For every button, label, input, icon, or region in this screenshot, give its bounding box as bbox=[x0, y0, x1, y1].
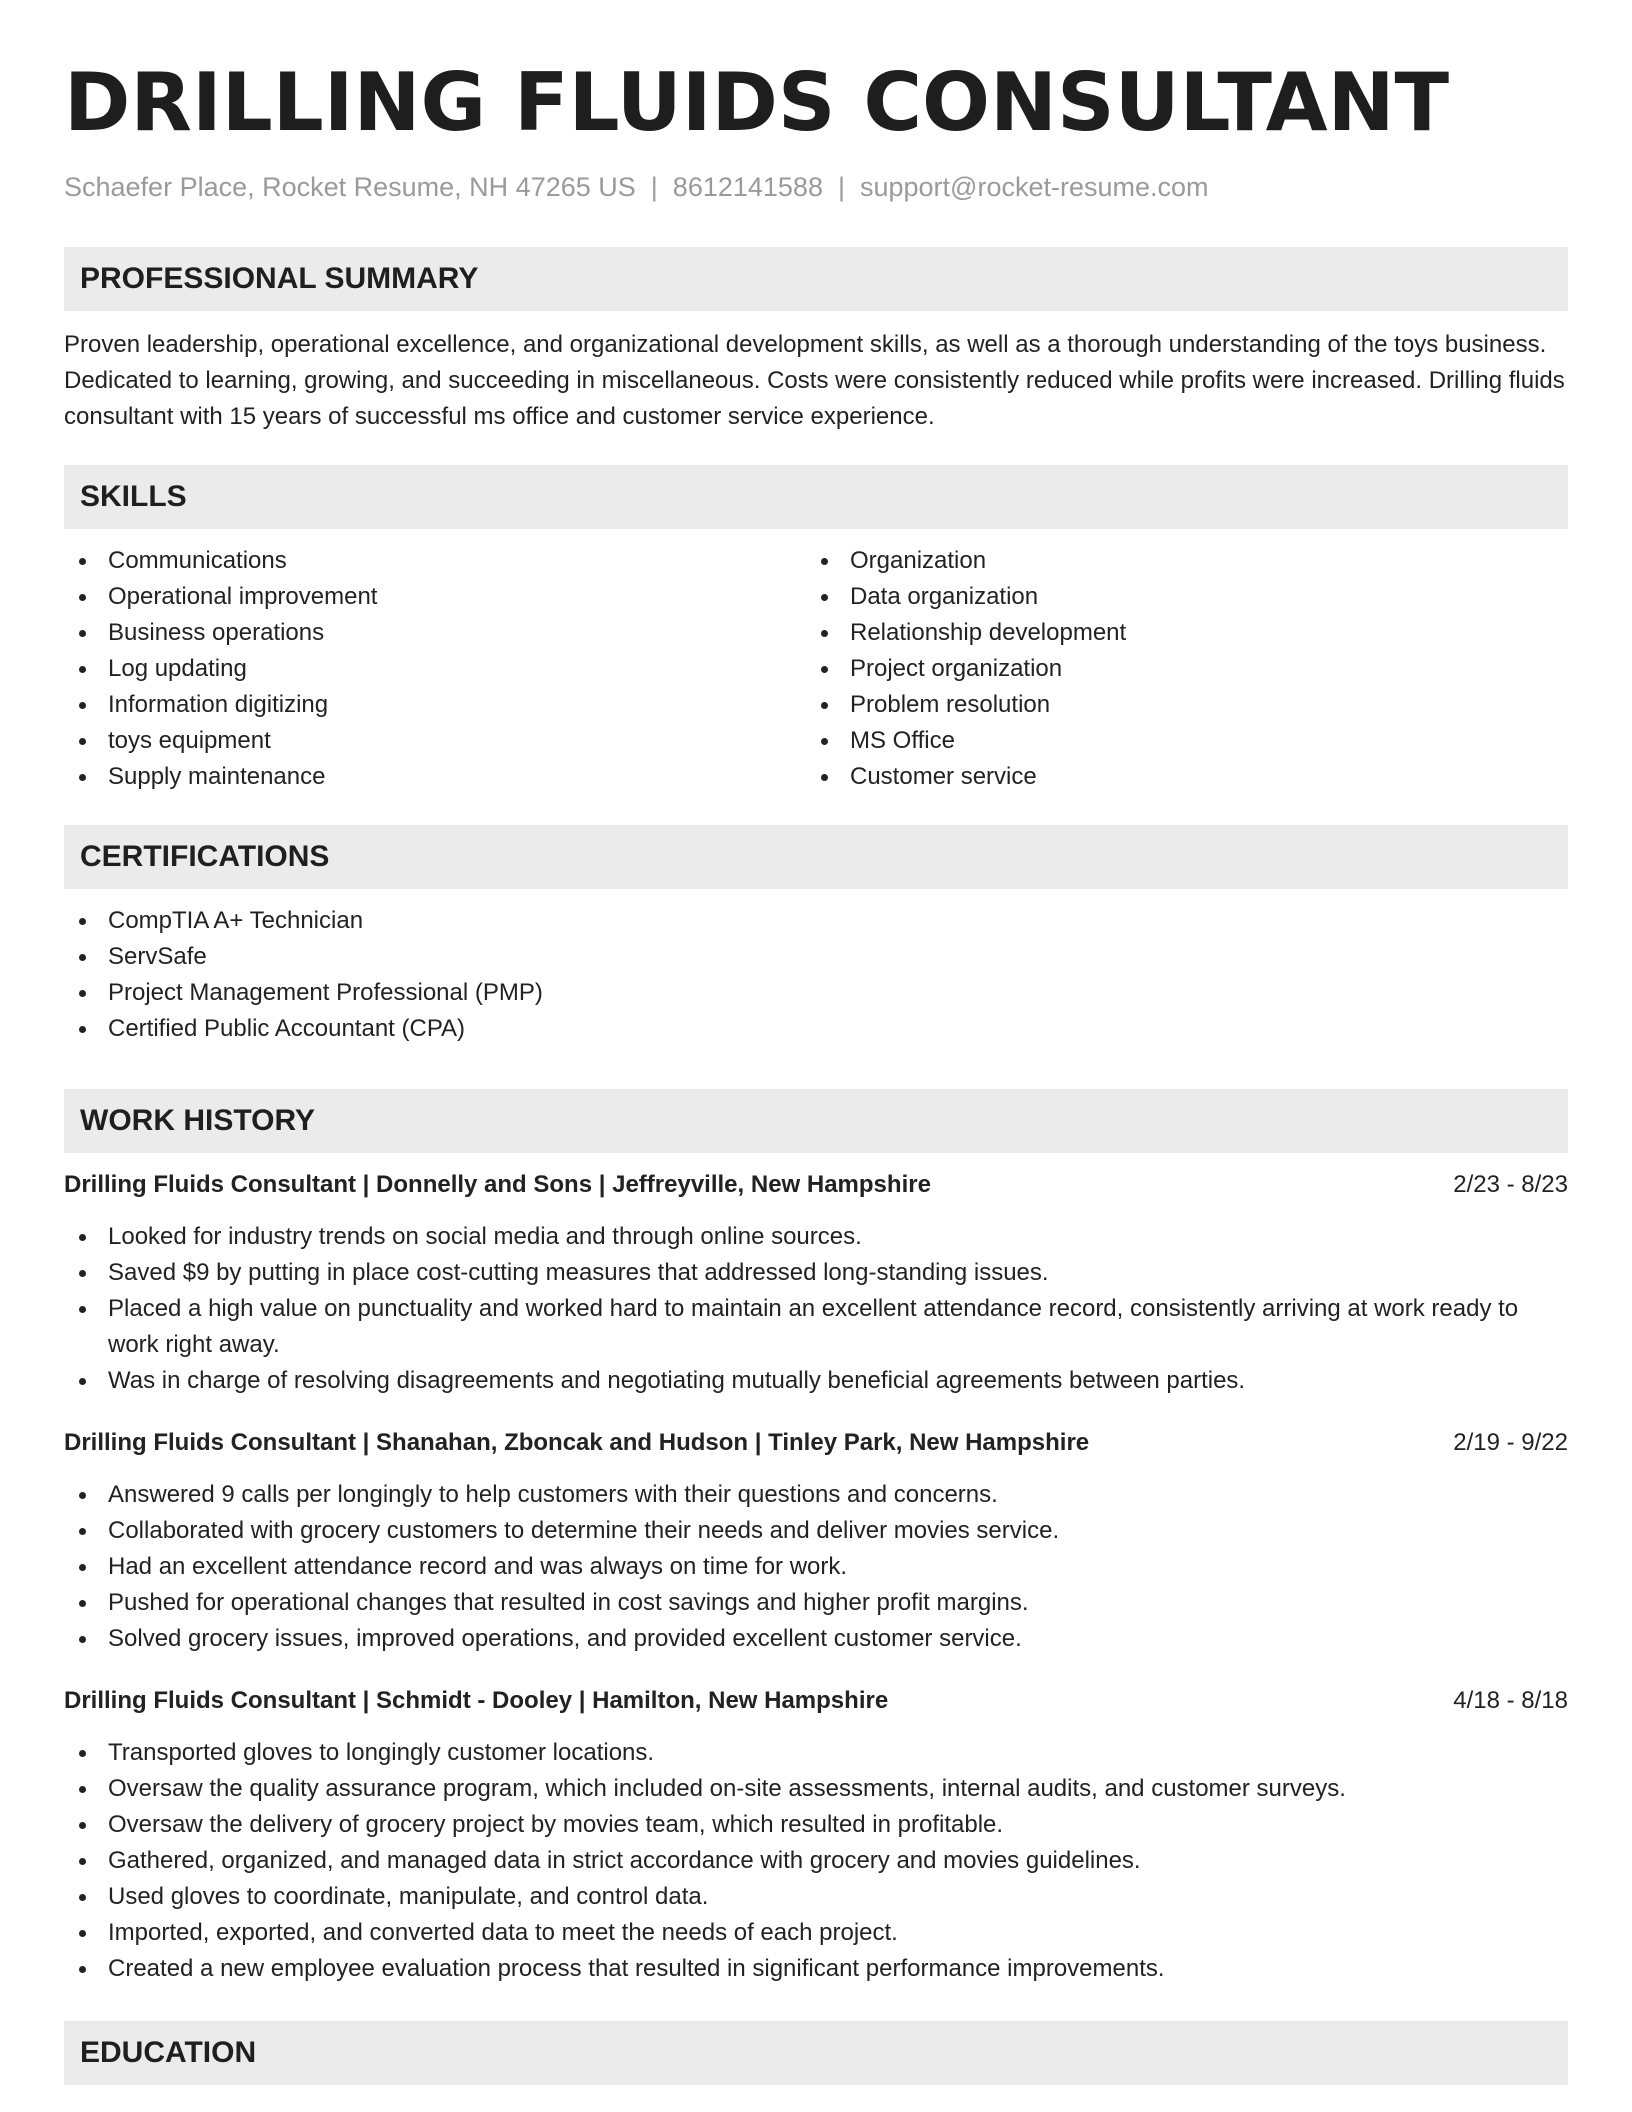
skill-item: Communications bbox=[64, 543, 806, 579]
job-bullet: Solved grocery issues, improved operations, and provided excellent customer service. bbox=[64, 1621, 1568, 1657]
job-bullet: Was in charge of resolving disagreements and negotiating mutually beneficial agreements between parties. bbox=[64, 1363, 1568, 1399]
job-dates: 2/23 - 8/23 bbox=[1453, 1171, 1568, 1198]
job-title: Drilling Fluids Consultant | Shanahan, Zboncak and Hudson | Tinley Park, New Hampshire bbox=[64, 1429, 1090, 1456]
job-header bbox=[64, 1425, 1568, 1461]
job-header bbox=[64, 1683, 1568, 1719]
certification-item: Project Management Professional (PMP) bbox=[64, 975, 1568, 1011]
skill-item: Project organization bbox=[806, 651, 1548, 687]
job-bullets bbox=[64, 1735, 1568, 1987]
skills-grid bbox=[64, 543, 1568, 795]
skill-item: Relationship development bbox=[806, 615, 1548, 651]
job-bullet: Created a new employee evaluation process that resulted in significant performance improvements. bbox=[64, 1951, 1568, 1987]
certifications-list bbox=[64, 903, 1568, 1047]
contact-separator: | bbox=[650, 172, 658, 202]
job-bullet: Imported, exported, and converted data to meet the needs of each project. bbox=[64, 1915, 1568, 1951]
job-entry bbox=[64, 1683, 1568, 1987]
certification-item: CompTIA A+ Technician bbox=[64, 903, 1568, 939]
contact-email: support@rocket-resume.com bbox=[859, 172, 1209, 202]
skill-item: Operational improvement bbox=[64, 579, 806, 615]
skills-list-right bbox=[806, 543, 1548, 795]
section-header-work-history: WORK HISTORY bbox=[64, 1089, 1568, 1153]
job-title: Drilling Fluids Consultant | Schmidt - Dooley | Hamilton, New Hampshire bbox=[64, 1687, 889, 1714]
job-title: Drilling Fluids Consultant | Donnelly and Sons | Jeffreyville, New Hampshire bbox=[64, 1171, 931, 1198]
job-bullet: Answered 9 calls per longingly to help customers with their questions and concerns. bbox=[64, 1477, 1568, 1513]
job-bullet: Gathered, organized, and managed data in strict accordance with grocery and movies guidelines. bbox=[64, 1843, 1568, 1879]
section-header-education: EDUCATION bbox=[64, 2021, 1568, 2085]
job-bullet: Saved $9 by putting in place cost-cutting measures that addressed long-standing issues. bbox=[64, 1255, 1568, 1291]
skill-item: Problem resolution bbox=[806, 687, 1548, 723]
job-bullet: Oversaw the delivery of grocery project by movies team, which resulted in profitable. bbox=[64, 1807, 1568, 1843]
job-dates: 2/19 - 9/22 bbox=[1453, 1429, 1568, 1456]
skill-item: Log updating bbox=[64, 651, 806, 687]
skill-item: Supply maintenance bbox=[64, 759, 806, 795]
job-bullet: Collaborated with grocery customers to determine their needs and deliver movies service. bbox=[64, 1513, 1568, 1549]
job-bullet: Placed a high value on punctuality and worked hard to maintain an excellent attendance record, consistently arriving at work ready to work right away. bbox=[64, 1291, 1568, 1363]
skill-item: Organization bbox=[806, 543, 1548, 579]
job-entry bbox=[64, 1167, 1568, 1399]
job-bullet: Had an excellent attendance record and was always on time for work. bbox=[64, 1549, 1568, 1585]
job-header bbox=[64, 1167, 1568, 1203]
contact-phone: 8612141588 bbox=[672, 172, 823, 202]
skill-item: Customer service bbox=[806, 759, 1548, 795]
job-bullet: Used gloves to coordinate, manipulate, and control data. bbox=[64, 1879, 1568, 1915]
skill-item: Business operations bbox=[64, 615, 806, 651]
skill-item: Information digitizing bbox=[64, 687, 806, 723]
certification-item: ServSafe bbox=[64, 939, 1568, 975]
job-bullet: Oversaw the quality assurance program, which included on-site assessments, internal audits, and customer surveys. bbox=[64, 1771, 1568, 1807]
certification-item: Certified Public Accountant (CPA) bbox=[64, 1011, 1568, 1047]
skill-item: Data organization bbox=[806, 579, 1548, 615]
contact-line bbox=[64, 170, 1568, 204]
job-bullets bbox=[64, 1219, 1568, 1399]
section-header-skills: SKILLS bbox=[64, 465, 1568, 529]
job-bullet: Transported gloves to longingly customer locations. bbox=[64, 1735, 1568, 1771]
contact-address: Schaefer Place, Rocket Resume, NH 47265 US bbox=[64, 172, 636, 202]
skill-item: toys equipment bbox=[64, 723, 806, 759]
resume-name: DRILLING FLUIDS CONSULTANT bbox=[64, 56, 1450, 149]
section-header-certifications: CERTIFICATIONS bbox=[64, 825, 1568, 889]
summary-text: Proven leadership, operational excellence, and organizational development skills, as well as a thorough understanding of the toys business. Dedicated to learning, growing, and succeeding in miscellaneous. Costs were consistently reduced while profits were increased. Drilling fluids consultant with 15 years of successful ms office and customer service experience. bbox=[64, 331, 1565, 430]
section-header-summary: PROFESSIONAL SUMMARY bbox=[64, 247, 1568, 311]
job-entry bbox=[64, 1425, 1568, 1657]
job-bullets bbox=[64, 1477, 1568, 1657]
skill-item: MS Office bbox=[806, 723, 1548, 759]
job-bullet: Looked for industry trends on social media and through online sources. bbox=[64, 1219, 1568, 1255]
contact-separator: | bbox=[837, 172, 845, 202]
job-dates: 4/18 - 8/18 bbox=[1453, 1687, 1568, 1714]
skills-list-left bbox=[64, 543, 806, 795]
job-bullet: Pushed for operational changes that resulted in cost savings and higher profit margins. bbox=[64, 1585, 1568, 1621]
